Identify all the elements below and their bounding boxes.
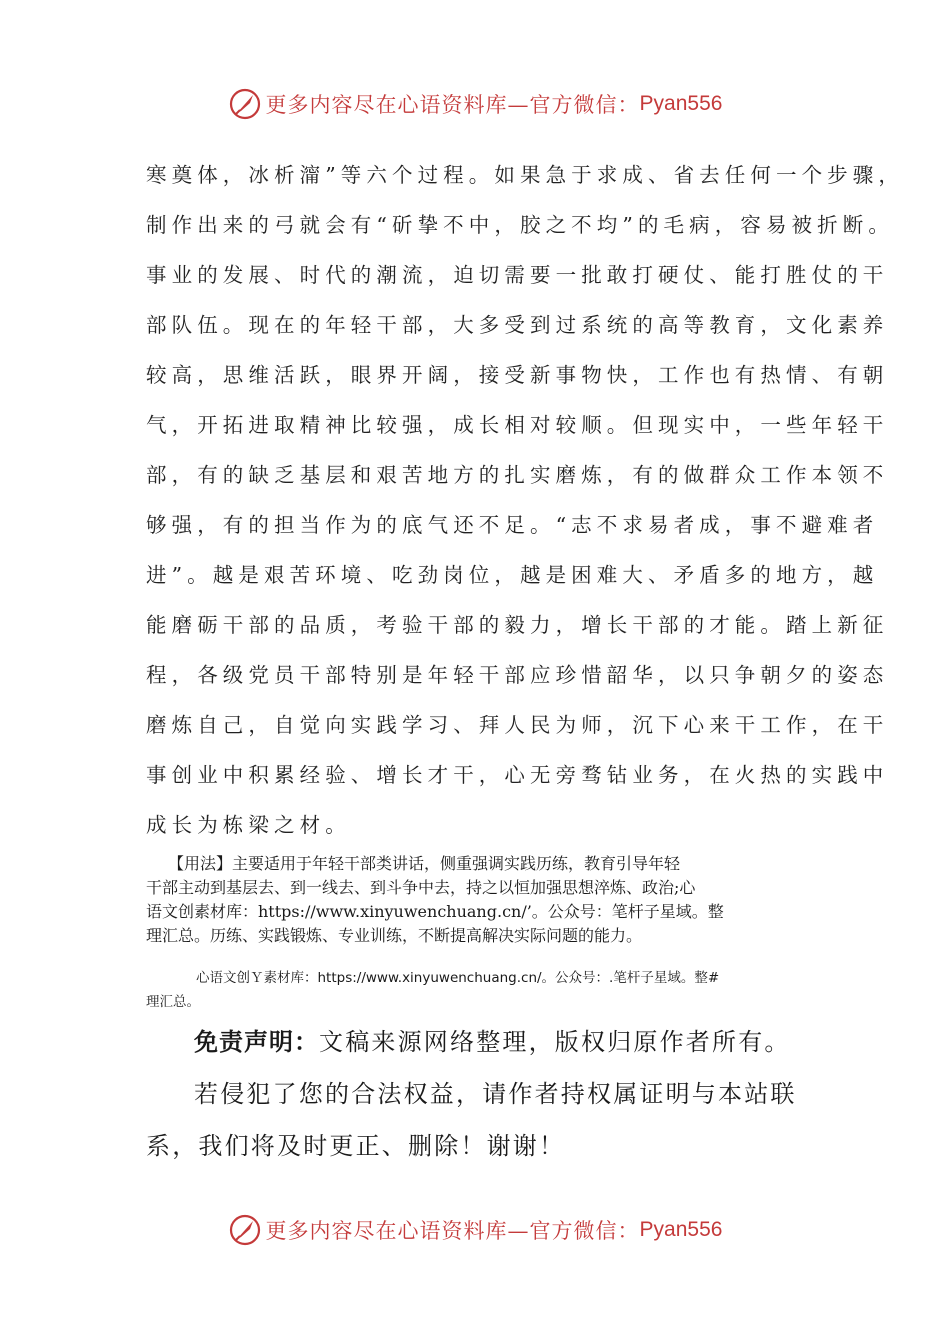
source-line: 理汇总。	[146, 994, 200, 1010]
body-line: 能磨砺干部的品质，考验干部的毅力，增长干部的才能。踏上新征	[146, 613, 889, 637]
source-note	[146, 966, 814, 1014]
disclaimer-line: 系，我们将及时更正、删除！谢谢！	[146, 1132, 566, 1160]
usage-line: 【用法】主要适用于年轻干部类讲话，侧重强调实践历练，教育引导年轻	[168, 854, 681, 873]
quill-logo-icon	[228, 1213, 262, 1247]
body-line: 事业的发展、时代的潮流，迫切需要一批敢打硬仗、能打胜仗的干	[146, 263, 889, 287]
body-line: 事创业中积累经验、增长才干，心无旁骛钻业务，在火热的实践中	[146, 763, 889, 787]
usage-note	[146, 852, 814, 948]
top-banner	[0, 84, 950, 124]
body-line: 进”。越是艰苦环境、吃劲岗位，越是困难大、矛盾多的地方，越	[146, 563, 879, 587]
disclaimer-line: 若侵犯了您的合法权益，请作者持权属证明与本站联	[194, 1080, 797, 1108]
usage-line: 理汇总。历练、实践锻炼、专业训练，不断提高解决实际问题的能力。	[146, 926, 643, 945]
quill-logo-icon	[228, 87, 262, 121]
body-line: 磨炼自己，自觉向实践学习、拜人民为师，沉下心来干工作，在干	[146, 713, 889, 737]
disclaimer-text: 文稿来源网络整理，版权归原作者所有。	[319, 1028, 791, 1056]
source-line: 心语文创Ｙ素材库：https://www.xinyuwenchuang.cn/。公众号：.笔杆子星域。整#	[196, 970, 720, 986]
usage-line: 语文创素材库：https://www.xinyuwenchuang.cn/’。公众号：笔杆子星域。整	[146, 902, 724, 921]
bottom-banner	[0, 1210, 950, 1250]
banner-text: 更多内容尽在心语资料库—官方微信：	[265, 93, 640, 117]
disclaimer	[146, 1016, 814, 1172]
body-line: 部，有的缺乏基层和艰苦地方的扎实磨炼，有的做群众工作本领不	[146, 463, 889, 487]
body-line: 较高，思维活跃，眼界开阔，接受新事物快，工作也有热情、有朝	[146, 363, 889, 387]
usage-line: 干部主动到基层去、到一线去、到斗争中去，持之以恒加强思想淬炼、政治;心	[146, 878, 696, 897]
banner-wechat-id: Pyan556	[639, 1218, 723, 1241]
body-line: 制作出来的弓就会有“斫挚不中，胶之不均”的毛病，容易被折断。	[146, 213, 894, 237]
body-line: 部队伍。现在的年轻干部，大多受到过系统的高等教育，文化素养	[146, 313, 889, 337]
banner-wechat-id: Pyan556	[639, 92, 723, 115]
body-line: 够强，有的担当作为的底气还不足。“志不求易者成，事不避难者	[146, 513, 879, 537]
body-paragraph	[146, 150, 904, 850]
body-line: 程，各级党员干部特别是年轻干部应珍惜韶华，以只争朝夕的姿态	[146, 663, 889, 687]
disclaimer-line	[146, 1016, 814, 1068]
body-line: 成长为栋梁之材。	[146, 813, 351, 837]
body-line: 寒奠体，冰析澝”等六个过程。如果急于求成、省去任何一个步骤，	[146, 163, 904, 187]
body-line: 气，开拓进取精神比较强，成长相对较顺。但现实中，一些年轻干	[146, 413, 889, 437]
banner-text: 更多内容尽在心语资料库—官方微信：	[265, 1219, 640, 1243]
disclaimer-label: 免责声明：	[194, 1028, 319, 1056]
